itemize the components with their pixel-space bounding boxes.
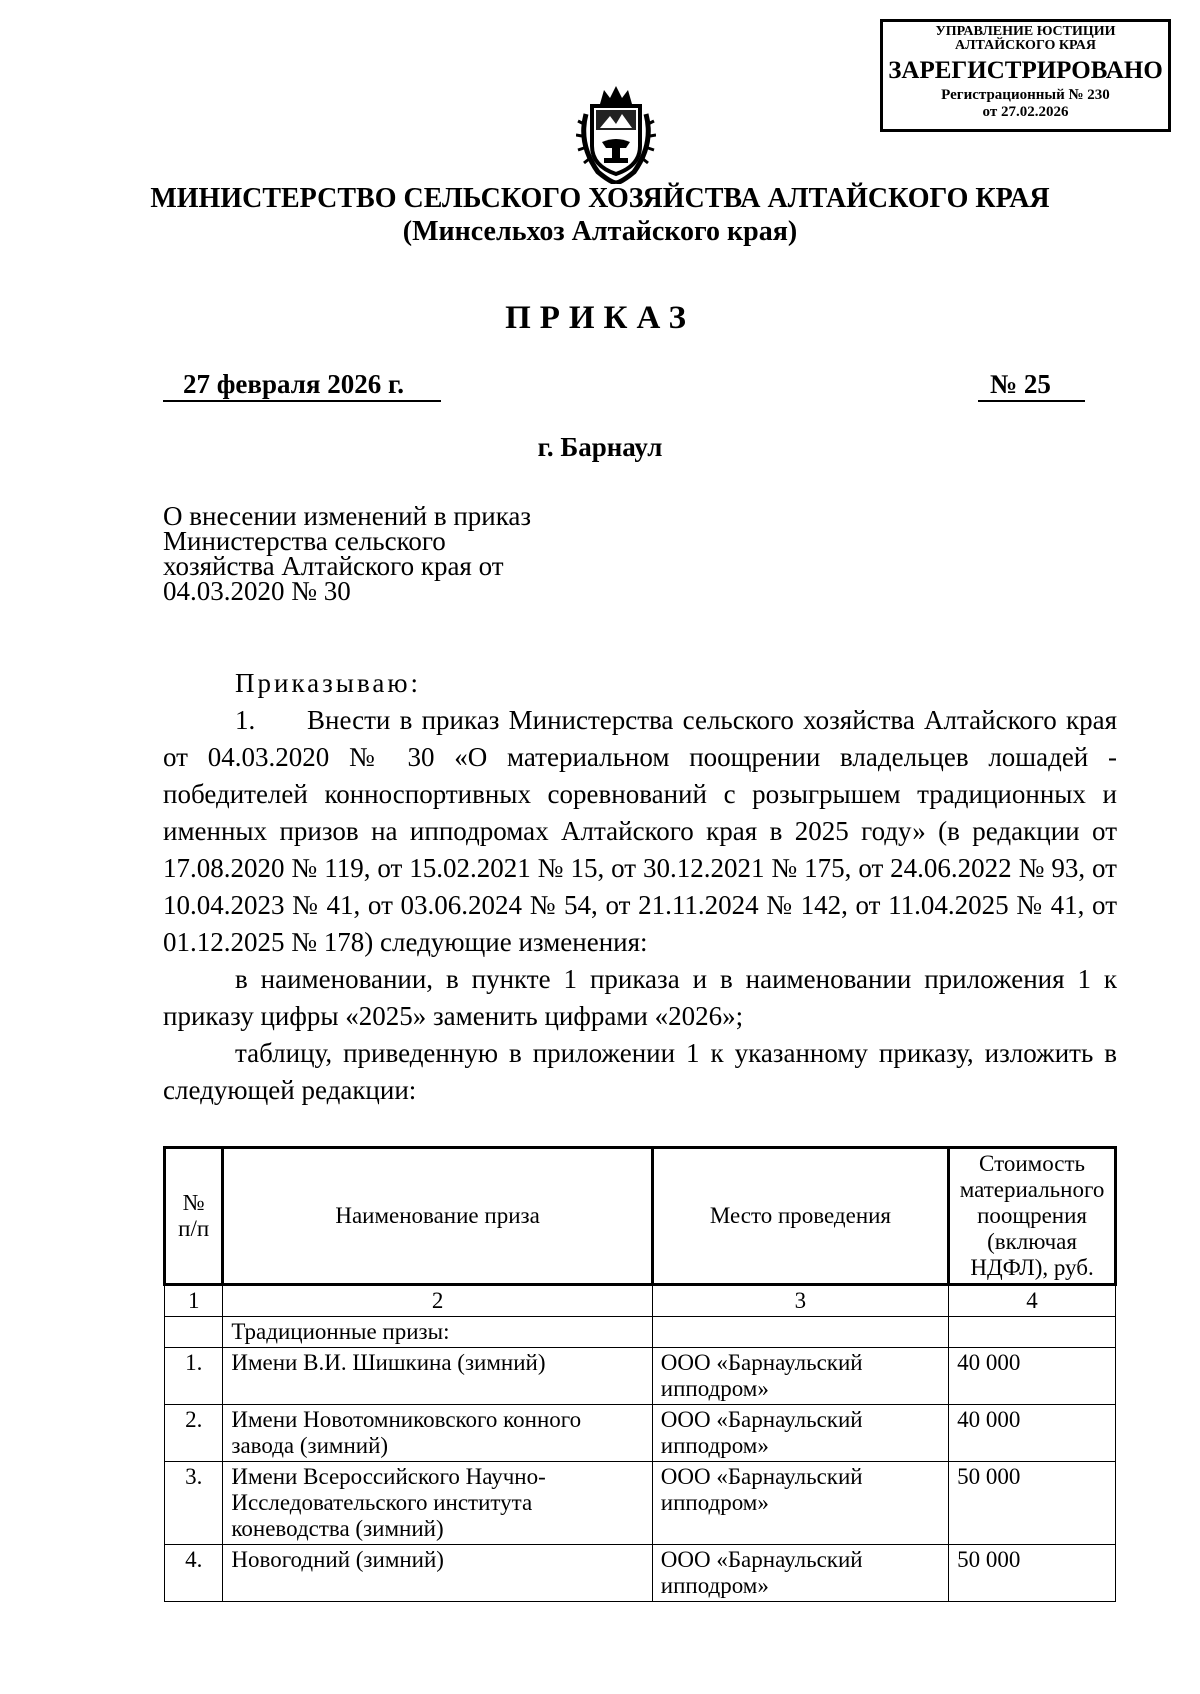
order-point-1 <box>163 702 1117 961</box>
row-num: 4. <box>165 1545 223 1602</box>
order-date: 27 февраля 2026 г. <box>163 368 441 402</box>
column-numbers-row <box>165 1285 1116 1317</box>
col-number-4: 4 <box>949 1285 1116 1317</box>
row-amount: 50 000 <box>949 1545 1116 1602</box>
row-prize-name: Имени Новотомниковского конного завода (зимний) <box>223 1405 652 1462</box>
header-num: № п/п <box>165 1148 223 1285</box>
row-num: 1. <box>165 1348 223 1405</box>
stamp-org-line2: АЛТАЙСКОГО КРАЯ <box>954 38 1097 53</box>
subject-line-4: 04.03.2020 № 30 <box>163 576 351 606</box>
stamp-reg-date: от 27.02.2026 <box>982 104 1069 120</box>
section-title: Традиционные призы: <box>223 1317 652 1348</box>
ministry-short-name: (Минсельхоз Алтайского края) <box>402 216 798 247</box>
row-num: 2. <box>165 1405 223 1462</box>
prizes-table <box>163 1146 1117 1602</box>
order-city: г. Барнаул <box>537 432 663 462</box>
altai-krai-coat-of-arms-icon <box>576 84 656 184</box>
order-word: Приказываю: <box>235 668 421 698</box>
order-number: № 25 <box>978 368 1085 402</box>
header-name: Наименование приза <box>223 1148 652 1285</box>
col-number-1: 1 <box>165 1285 223 1317</box>
row-place: ООО «Барнаульский ипподром» <box>652 1545 948 1602</box>
table-row <box>165 1545 1116 1602</box>
row-amount: 50 000 <box>949 1462 1116 1545</box>
order-subject <box>163 501 583 606</box>
subject-line-2: Министерства сельского <box>163 526 446 556</box>
section-row <box>165 1317 1116 1348</box>
row-prize-name: Имени Всероссийского Научно-Исследовательского института коневодства (зимний) <box>223 1462 652 1545</box>
row-num: 3. <box>165 1462 223 1545</box>
stamp-reg-number: Регистрационный № 230 <box>941 87 1110 103</box>
document-type: ПРИКАЗ <box>505 300 695 336</box>
subject-line-1: О внесении изменений в приказ <box>163 501 532 531</box>
row-place: ООО «Барнаульский ипподром» <box>652 1348 948 1405</box>
table-row <box>165 1405 1116 1462</box>
row-amount: 40 000 <box>949 1405 1116 1462</box>
row-place: ООО «Барнаульский ипподром» <box>652 1405 948 1462</box>
header-place: Место проведения <box>652 1148 948 1285</box>
col-number-3: 3 <box>652 1285 948 1317</box>
order-body <box>163 665 1117 1109</box>
registration-stamp <box>880 19 1171 132</box>
row-prize-name: Новогодний (зимний) <box>223 1545 652 1602</box>
order-paragraph-3: таблицу, приведенную в приложении 1 к указанному приказу, изложить в следующей редакции: <box>163 1038 1117 1105</box>
point-number: 1. <box>235 705 256 735</box>
row-prize-name: Имени В.И. Шишкина (зимний) <box>223 1348 652 1405</box>
table-row <box>165 1348 1116 1405</box>
table-header-row <box>165 1148 1116 1285</box>
order-paragraph-2: в наименовании, в пункте 1 приказа и в наименовании приложения 1 к приказу цифры «2025» заменить цифрами «2026»; <box>163 964 1117 1031</box>
ministry-name: МИНИСТЕРСТВО СЕЛЬСКОГО ХОЗЯЙСТВА АЛТАЙСКОГО КРАЯ <box>150 183 1050 214</box>
row-place: ООО «Барнаульский ипподром» <box>652 1462 948 1545</box>
header-amount: Стоимость материального поощрения (включая НДФЛ), руб. <box>949 1148 1116 1285</box>
subject-line-3: хозяйства Алтайского края от <box>163 551 504 581</box>
stamp-org-line1: УПРАВЛЕНИЕ ЮСТИЦИИ <box>935 24 1116 39</box>
stamp-status: ЗАРЕГИСТРИРОВАНО <box>888 57 1163 84</box>
table-row <box>165 1462 1116 1545</box>
col-number-2: 2 <box>223 1285 652 1317</box>
row-amount: 40 000 <box>949 1348 1116 1405</box>
point-text: Внести в приказ Министерства сельского хозяйства Алтайского края от 04.03.2020 № 30 «О материальном поощрении владельцев лошадей - победителей конноспортивных соревнований с розыгрышем традиционных и именных призов на ипподромах Алтайского края в 2025 году» (в редакции от 17.08.2020 № 119, от 15.02.2021 № 15, от 30.12.2021 № 175, от 24.06.2022 № 93, от 10.04.2023 № 41, от 03.06.2024 № 54, от 21.11.2024 № 142, от 11.04.2025 № 41, от 01.12.2025 № 178) следующие изменения: <box>163 705 1117 957</box>
